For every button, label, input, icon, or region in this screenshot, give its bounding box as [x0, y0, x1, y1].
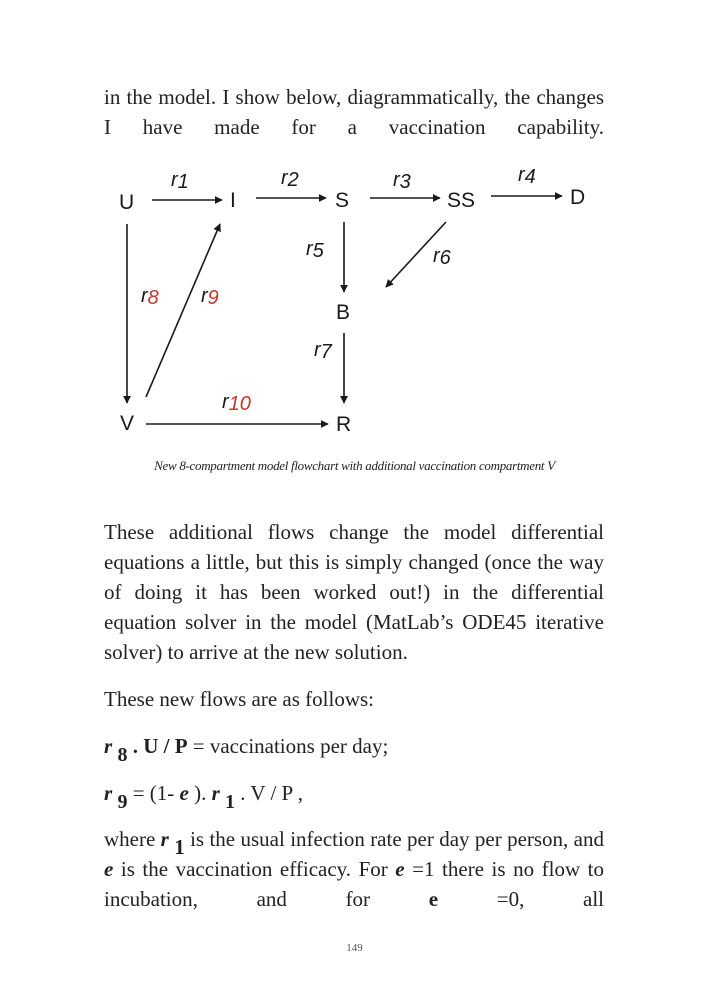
- node-SS: SS: [447, 189, 476, 212]
- formula-r9: [104, 778, 303, 813]
- efficacy-text-c: is the vaccination efficacy. For: [113, 857, 396, 881]
- node-B: B: [336, 301, 351, 324]
- rate-r5: r5: [306, 238, 324, 262]
- body-paragraph-equations: These additional flows change the model differential equations a little, but this is simply changed (once the way of doing it has been worked out!) in the differential equation solver in the model (MatLab’s ODE45 iterative solver) to arrive at the new solution.: [104, 520, 604, 664]
- node-I: I: [230, 189, 236, 212]
- node-S: S: [335, 189, 350, 212]
- rate-r8: r8: [141, 285, 159, 309]
- flowchart-diagram: [0, 0, 709, 460]
- formula-r9-mid: ).: [188, 781, 212, 805]
- formula-r9-subscript: 9: [117, 791, 128, 813]
- efficacy-r-symbol: r: [160, 827, 169, 851]
- rate-r9: r9: [201, 285, 219, 309]
- figure-caption: New 8-compartment model flowchart with additional vaccination compartment V: [154, 458, 555, 473]
- rate-r10: r10: [222, 391, 251, 415]
- formula-r9-r1-subscript: 1: [225, 791, 236, 813]
- arrow-V-to-I: [146, 224, 220, 397]
- efficacy-text-f: =0, all: [438, 887, 604, 911]
- formula-r8-symbol: r: [104, 734, 113, 758]
- rate-r2: r2: [281, 167, 299, 191]
- node-U: U: [119, 191, 135, 214]
- node-D: D: [570, 186, 586, 209]
- rate-r1: r1: [171, 169, 189, 193]
- intro-paragraph: in the model. I show below, diagrammatically, the changes I have made for a vaccination capability.: [104, 85, 604, 139]
- efficacy-e3: e: [428, 887, 439, 911]
- node-R: R: [336, 413, 352, 436]
- node-V: V: [120, 412, 135, 435]
- body-paragraph-flows-intro: These new flows are as follows:: [104, 687, 375, 711]
- formula-r8-description: = vaccinations per day;: [187, 734, 389, 758]
- efficacy-text-d: =1 there is no flow to incubation, and for: [104, 857, 604, 911]
- rate-r6: r6: [433, 245, 451, 269]
- formula-r9-r1-symbol: r: [211, 781, 220, 805]
- efficacy-text-a: where: [104, 827, 161, 851]
- rate-r7: r7: [314, 339, 332, 363]
- formula-r8-subscript: 8: [117, 744, 128, 766]
- formula-r9-efficacy: e: [179, 781, 189, 805]
- efficacy-e2: e: [395, 857, 405, 881]
- page-number: 149: [346, 942, 363, 954]
- formula-r9-symbol: r: [104, 781, 113, 805]
- body-paragraph-efficacy: [104, 824, 604, 914]
- formula-r8: [104, 731, 389, 766]
- rate-r4: r4: [518, 164, 536, 188]
- efficacy-r-subscript: 1: [174, 835, 185, 859]
- formula-r9-eq: = (1-: [127, 781, 180, 805]
- rate-r3: r3: [393, 169, 411, 193]
- formula-r8-expression: . U / P: [127, 734, 188, 758]
- efficacy-e1: e: [104, 857, 114, 881]
- formula-r9-tail: . V / P ,: [235, 781, 303, 805]
- efficacy-text-b: is the usual infection rate per day per person, and: [184, 827, 604, 851]
